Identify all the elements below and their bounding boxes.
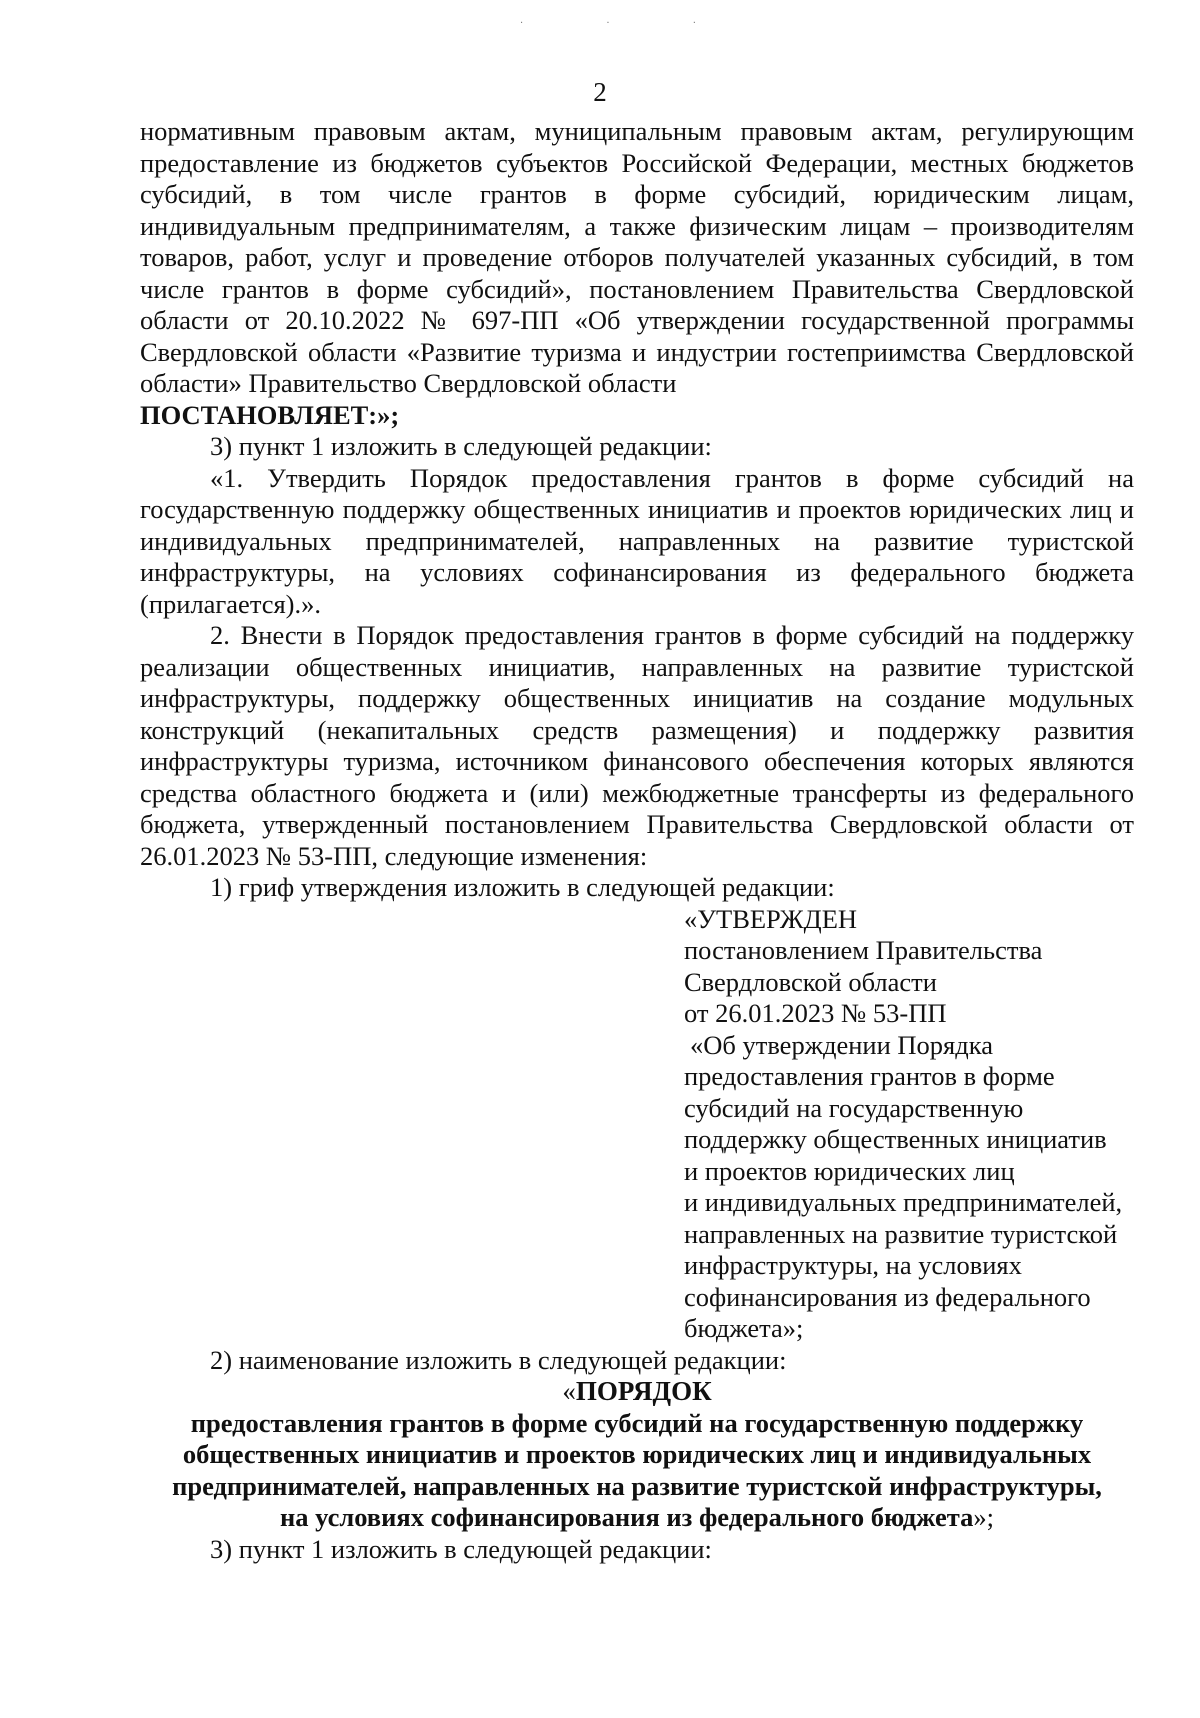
order-title-heading: «ПОРЯДОК [562, 1376, 712, 1406]
order-title-line: на условиях софинансирования из федерального бюджета»; [280, 1502, 994, 1532]
paragraph-item-1-grif: 1) гриф утверждения изложить в следующей редакции: [210, 872, 835, 902]
order-title-line: предпринимателей, направленных на развитие туристской инфраструктуры, [172, 1470, 1102, 1501]
paragraph-item-2: 2) наименование изложить в следующей редакции: [210, 1344, 787, 1375]
grif-line: инфраструктуры, на условиях [684, 1250, 1022, 1280]
grif-line: Свердловской области [684, 966, 937, 997]
grif-line: постановлением Правительства [684, 935, 1043, 965]
scan-artifacts: · · · [520, 18, 736, 29]
order-title-line: предоставления грантов в форме субсидий на государственную поддержку [190, 1407, 1084, 1438]
page-number: 2 [593, 77, 607, 107]
grif-line: «Об утверждении Порядка [690, 1029, 993, 1060]
grif-line: направленных на развитие туристской [684, 1218, 1118, 1249]
grif-line: софинансирования из федерального [684, 1281, 1091, 1312]
grif-line: предоставления грантов в форме [684, 1061, 1055, 1091]
order-title-line: общественных инициатив и проектов юридических лиц и индивидуальных [182, 1439, 1092, 1469]
paragraph-amendments: 2. Внести в Порядок предоставления грантов в форме субсидий на поддержку реализации общественных инициатив, направленных на развитие туристской инфраструктуры, поддержку общественных инициатив на создание модульных конструкций (некапитальных средств размещения) и поддержку развития инфраструктуры туризма, источником финансового обеспечения которых являются средства областного бюджета и (или) межбюджетные трансферты из федерального бюджета, утвержденный постановлением Правительства Свердловской области от 26.01.2023 № 53-ПП, следующие изменения: [140, 620, 1134, 871]
grif-line: и проектов юридических лиц [684, 1155, 1015, 1186]
paragraph-item-3: 3) пункт 1 изложить в следующей редакции: [210, 431, 712, 461]
grif-line: поддержку общественных инициатив [684, 1124, 1107, 1154]
resolves-heading: ПОСТАНОВЛЯЕТ:»; [140, 399, 400, 430]
paragraph-approve-order: «1. Утвердить Порядок предоставления грантов в форме субсидий на государственную поддержку общественных инициатив и проектов юридических лиц и индивидуальных предпринимателей, направленных на развитие туристской инфраструктуры, на условиях софинансирования из федерального бюджета (прилагается).». [140, 462, 1134, 619]
order-title [140, 1376, 1134, 1534]
document-body [140, 116, 1134, 1565]
grif-line: от 26.01.2023 № 53-ПП [684, 998, 947, 1028]
grif-line: субсидий на государственную [684, 1092, 1024, 1123]
approval-stamp-block [684, 904, 1134, 1345]
grif-line: и индивидуальных предпринимателей, [684, 1187, 1123, 1217]
grif-line: «УТВЕРЖДЕН [684, 903, 858, 934]
paragraph-item-3-repeat: 3) пункт 1 изложить в следующей редакции: [210, 1533, 712, 1564]
paragraph-legal-basis: нормативным правовым актам, муниципальным правовым актам, регулирующим предоставление из бюджетов субъектов Российской Федерации, местных бюджетов субсидий, в том числе грантов в форме субсидий, юридическим лицам, индивидуальным предпринимателям, а также физическим лицам – производителям товаров, работ, услуг и проведение отборов получателей указанных субсидий, в том числе грантов в форме субсидий», постановлением Правительства Свердловской области от 20.10.2022 № 697-ПП «Об утверждении государственной программы Свердловской области «Развитие туризма и индустрии гостеприимства Свердловской области» Правительство Свердловской области [140, 116, 1134, 398]
grif-line: бюджета»; [684, 1313, 804, 1343]
